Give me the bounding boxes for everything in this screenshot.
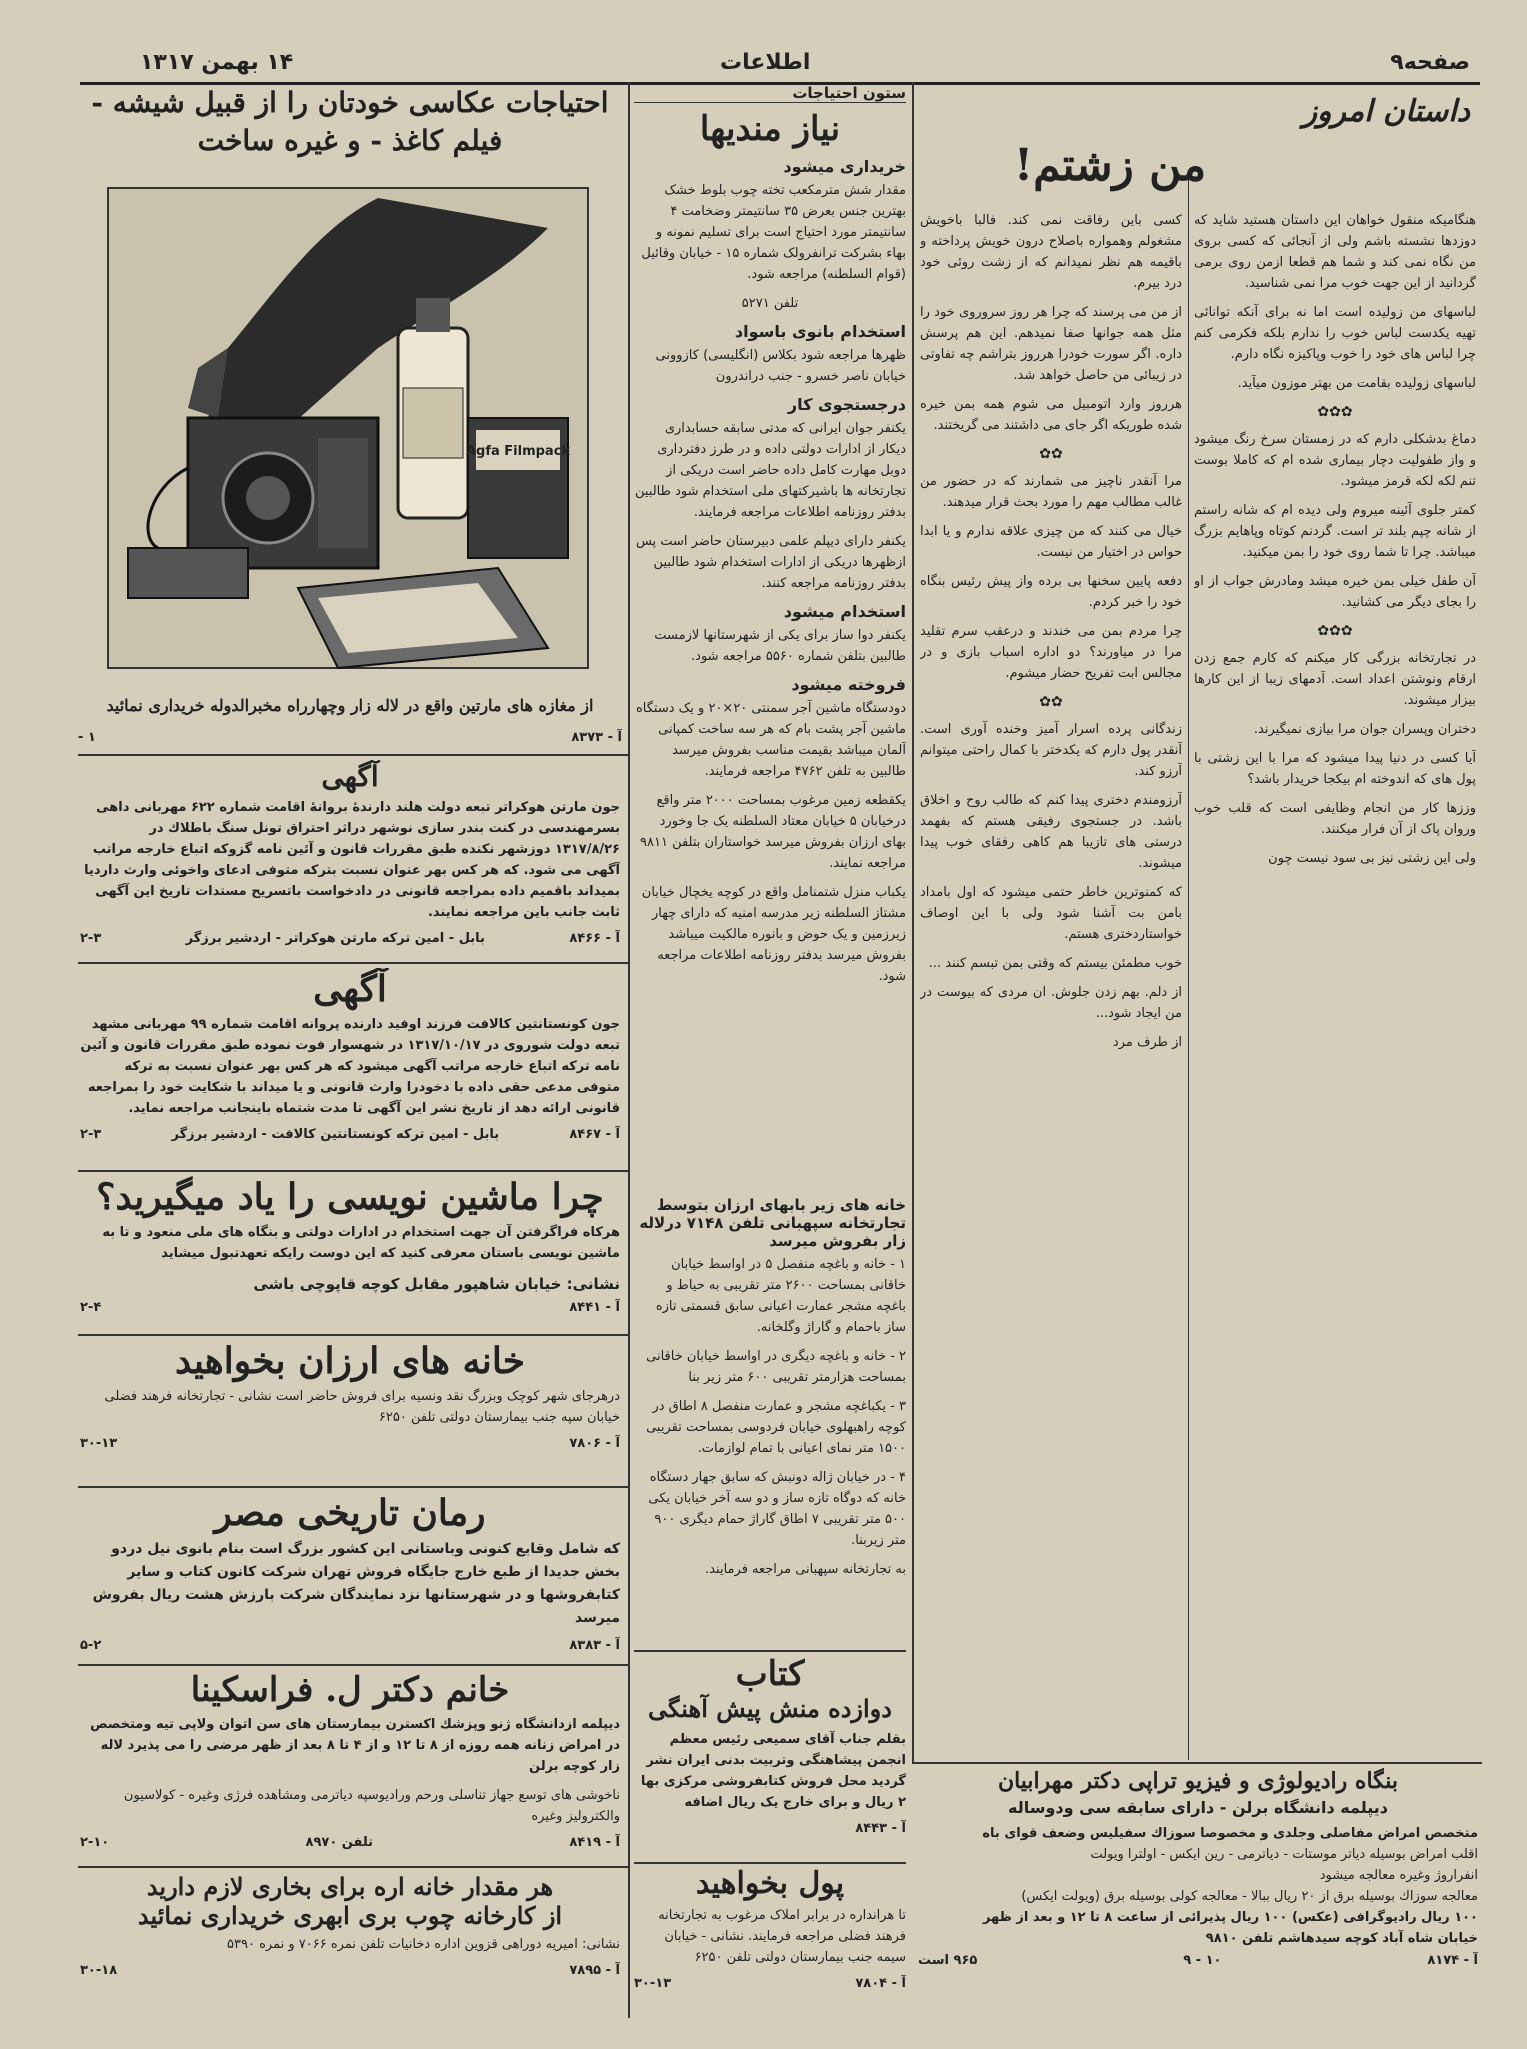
rule [78, 1334, 628, 1336]
doctor-ad [80, 1670, 620, 1860]
story-paragraph: چرا مردم بمن می خندند و درعقب سرم تقلید مرا در میاورند؟ دو اداره اسباب بازی و در مجالس ابت تفریح حضار میشوم. [920, 624, 1182, 681]
section-heading: استخدام میشود [783, 602, 906, 621]
rule [78, 962, 628, 964]
separator-stars: ✿✿✿ [1317, 623, 1353, 639]
notice-signature: بابل - امین ترکه کونستانتین کالافت - اردشیر برزگر [171, 1127, 500, 1142]
page-number: صفحه۹ [1390, 50, 1470, 75]
notice-code: آ - ۸۴۶۷ [569, 1127, 620, 1142]
classified-item: مقدار شش مترمکعب تخته چوب بلوط خشک بهترین جنس بعرض ۳۵ سانتیمتر وضخامت ۴ سانتیمتر مورد احتیاج است برای تسلیم نمونه و بهاء بشرکت ترانفرولک شماره ۱۵ - خیابان وقائیل (قوام السلطنه) مراجعه شود. [641, 183, 906, 282]
story-paragraph: در تجارتخانه بزرگی کار میکنم که کارم جمع زدن ارقام ونوشتن اعداد است. آدمهای زیبا از این کارها بیزار میشوند. [1194, 651, 1476, 708]
ad-code: آ - ۸۱۷۴ [1427, 1953, 1478, 1968]
rule [634, 1862, 906, 1864]
radiology-line: اقلب امراض بوسیله دیاتر موستات - دیاترمی - رین ایکس - اولترا ویولت [1090, 1847, 1478, 1862]
story-paragraph: لباسهای زولیده بقامت من بهتر موزون میآید. [1237, 376, 1476, 391]
photo-ad-headline: احتیاجات عکاسی خودتان را از قبیل شیشه - فیلم کاغذ - و غیره ساخت [91, 86, 609, 157]
separator-stars: ✿✿✿ [1317, 404, 1353, 420]
radiology-line: خیابان شاه آباد کوچه سیدهاشم تلفن ۹۸۱۰ [1205, 1931, 1478, 1946]
radiology-line: ۱۰۰ ریال رادیوگرافی (عکس) ۱۰۰ ریال پذیرائی از ساعت ۸ تا ۱۲ و بعد از ظهر [982, 1910, 1478, 1925]
radiology-line: متخصص امراض مفاصلی وجلدی و مخصوصا سوزاك سفیلیس وضعف قوای باه [982, 1826, 1478, 1841]
classifieds-header: ستون احتیاجات [634, 84, 906, 103]
timber-title-2: از کارخانه چوب بری ابهری خریداری نمائید [137, 1901, 563, 1930]
houses-listing [634, 1188, 906, 1708]
classified-item: ۱ - خانه و باغچه منفصل ۵ در اواسط خیابان خاقانی بمساحت ۲۶۰۰ متر تقریبی به حیاط و باغچه مشجر عمارت اعیانی سابق قسمتی تازه ساز باحمام و گاراژ وگلخانه. [655, 1257, 906, 1335]
separator-stars: ✿✿ [1039, 446, 1063, 462]
camera-illustration [78, 168, 622, 688]
story-paragraph: دماغ بدشکلی دارم که در زمستان سرخ رنگ میشود و واز طفولیت دچار بیماری شده ام که کاملا بوست تنم لکه لکه قرمز میشود. [1194, 432, 1476, 489]
ad-code: آ - ۷۸۹۵ [569, 1963, 620, 1978]
ad-code: آ - ۸۴۴۱ [569, 1300, 620, 1315]
photo-supplies-ad [78, 84, 622, 760]
classified-item: یکقطعه زمین مرغوب بمساحت ۲۰۰۰ متر واقع درخیابان ۵ خیابان معتاد السلطنه یک جا وخورد بهای ارزان بفروش میرسد خواستاران بتلفن ۹۸۱۱ مراجعه نمایند. [640, 793, 906, 871]
ad-ref: ۲-۱۰ [80, 1835, 110, 1850]
column-divider-left [628, 82, 630, 2018]
classifieds-column [634, 84, 906, 1184]
story-paragraph: از طرف مرد [1112, 1035, 1182, 1050]
ad-code: آ - ۸۴۴۳ [855, 1821, 906, 1836]
issue-date: ۱۴ بهمن ۱۳۱۷ [140, 50, 294, 75]
film-pack-label: Agfa Filmpack [465, 444, 571, 459]
story-right-column [1194, 210, 1476, 1710]
houses-ad-title: خانه های ارزان بخواهید [174, 1340, 526, 1382]
story-paragraph: خوب مطمئن بیستم که وقتی بمن تبسم کنند ... [928, 956, 1182, 971]
story-paragraph: آرزومندم دختری پیدا کنم که طالب روح و اخلاق باشد. در جستجوی رفیقی هستم که بفهمد درستی های تازیبا هم کاهی رفقای خوب پیدا میشوند. [920, 793, 1182, 871]
story-title: من زشتم! [1013, 140, 1207, 191]
story-title-box [920, 140, 1300, 200]
story-paragraph: زندگانی پرده اسرار آمیز وخنده آوری است. آنقدر پول دارم که یکدختر با کمال راحتی میتوانم آرزو کند. [920, 722, 1182, 779]
classified-item: ۳ - یکباغچه مشجر و عمارت منفصل ۸ اطاق در کوچه راهبهلوی خیابان فردوسی بمساحت تقریبی ۱۵۰۰ متر نمای اعیانی با تمام لوازمات. [646, 1399, 906, 1456]
cheap-houses-ad [80, 1340, 620, 1480]
notice-ref: ۲-۳ [80, 931, 102, 946]
ad-ref: ۱ - [78, 730, 96, 745]
story-section-label: داستان امروز [1302, 94, 1470, 129]
classified-item: تلفن ۵۲۷۱ [741, 296, 799, 311]
book-title: کتاب [735, 1654, 805, 1694]
typing-title: چرا ماشین نویسی را یاد میگیرید؟ [96, 1176, 604, 1218]
notice-title: آگهی [313, 968, 387, 1010]
classified-item: ۲ - خانه و باغچه دیگری در اواسط خیابان خاقانی بمساحت هزارمتر تقریبی ۶۰۰ متر زیر بنا [646, 1349, 906, 1385]
rule [634, 1650, 906, 1652]
photo-ad-where: از مغازه های مارتین واقع در لاله زار وچهارراه مخبرالدوله خریداری نمائید [106, 696, 594, 715]
ad-phone: تلفن ۸۹۷۰ [305, 1835, 374, 1850]
classified-item: دودستگاه ماشین آجر سمنتی ۲۰×۲۰ و یک دستگاه ماشین آجر پشت بام که هر سه ساخت کمپانی آلمان میباشد بقیمت مناسب بفروش میرسد طالبین به تلفن ۴۷۶۲ مراجعه فرمایند. [635, 701, 906, 779]
radiology-title: بنگاه رادیولوژی و فیزیو تراپی دکتر مهرابیان [997, 1768, 1399, 1794]
classified-item: یکنفر جوان ایرانی که مدتی سابقه حسابداری دیکار از ادارات دولتی داده و در طرز دفترداری دوبل مهارت کامل داده حاضر است دریکی از تجارتخانه ها باشیرکتهای ملی استخدام شود طالبین بدفتر روزنامه اطلاعات مراجعه فرمایند. [634, 421, 906, 520]
page-header [80, 48, 1480, 85]
timber-ad [80, 1872, 620, 2018]
notice-ad-1 [80, 760, 620, 960]
novel-ad [80, 1492, 620, 1662]
ad-code: آ - ۷۸۰۶ [569, 1436, 620, 1451]
notice-signature: بابل - امین ترکه مارتن هوکراتر - اردشیر برزگر [185, 931, 485, 946]
timber-body: نشانی: امیریه دوراهی قزوین اداره دخانیات تلفن نمره ۷۰۶۶ و نمره ۵۳۹۰ [227, 1937, 620, 1952]
column-divider-right [912, 82, 914, 1762]
story-paragraph: دختران وپسران جوان مرا بیازی نمیگیرند. [1253, 722, 1476, 737]
money-ad [634, 1866, 906, 2018]
rule [78, 1866, 628, 1868]
story-paragraph: هنگامیکه منقول خواهان این داستان هستید شاید که دوزدها نشسته باشم ولی از آنجائی که کسی بروی من نگاه نمی کند و شما هم قطعا ازمن روی برمی گردانید از این جهت خوب مرا نمی شناسید. [1194, 213, 1476, 291]
rule [78, 1486, 628, 1488]
story-paragraph: کمتر جلوی آئینه میروم ولی دیده ام که شانه راستم از شانه چپم بلند تر است. گردنم کوتاه وپاهایم بزرگ میباشد. چرا تا شما روی خود را بمن میکنید. [1194, 503, 1476, 560]
story-paragraph: ولی این زشتی نیز بی سود نیست چون [1268, 851, 1476, 866]
classified-item: یکنفر دارای دیپلم علمی دبیرستان حاضر است پس ازظهرها دریکی از ادارات استخدام شود طالبین بدفتر روزنامه مراجعه کنند. [635, 534, 906, 591]
classified-item: به تجارتخانه سپهبانی مراجعه فرمایند. [705, 1562, 906, 1577]
doctor-extra: ناخوشی های توسع جهاز تناسلی ورحم ورادیوسپه دیاترمی ومشاهده فرژی وغیره - کولاسیون والکترولیز وغیره [123, 1788, 620, 1824]
story-paragraph: هرروز وارد اتومبیل می شوم همه بمن خیره شده طوریکه اگر جای می داشتند می گریختند. [920, 397, 1182, 433]
doctor-title: خانم دکتر ل. فراسکینا [190, 1670, 510, 1710]
story-paragraph: کسی باین رفاقت نمی کند. فالبا باخویش مشغولم وهمواره باصلاح درون خویش پرداخته و باقیمه هم نظر نمیدانم که از زشت روئی خود درد بیرم. [920, 213, 1182, 291]
notice-code: آ - ۸۴۶۶ [569, 931, 620, 946]
classified-item: یکنفر دوا ساز برای یکی از شهرستانها لازمست طالبین بتلفن شماره ۵۵۶۰ مراجعه شود. [654, 628, 906, 664]
classified-item: ۴ - در خیابان ژاله دونبش که سابق جهار دستگاه خانه که دوگاه تازه ساز و دو سه آخر خیابان یکی ۵۰۰ متر تقریبی ۷ اطاق گاراژ حمام دیگری ۹۰۰ متر زیربنا. [648, 1470, 906, 1548]
story-paragraph: آن طفل خیلی بمن خیره میشد ومادرش جواب از او را بجای دیگر می کشانید. [1194, 574, 1476, 610]
ad-ref: ۱۰ - ۹ [1183, 1953, 1222, 1968]
section-heading: درجستجوی کار [787, 395, 906, 414]
ad-ref: ۳۰-۱۸ [80, 1963, 118, 1978]
book-ad [634, 1654, 906, 1876]
section-heading: استخدام بانوی باسواد [734, 322, 906, 341]
story-paragraph: دفعه پایین سخنها بی برده واز پیش رئیس بنگاه خود را خبر کردم. [920, 574, 1182, 610]
novel-body: که شامل وقایع کنونی وباستانی این کشور بزرگ است بنام بانوی نیل دردو بخش جدیدا از طبع خارج جایگاه فروش تهران شرکت کانون کتاب و سایر کتابفروشها و در شهرستانها نزد نمایندگان شرکت بارزش هشت ریال بفروش میرسد [92, 1541, 620, 1626]
story-paragraph: که کمنوترین خاطر حتمی میشود که اول بامداد بامن بت آشنا شود ولی با این اوصاف خواستاردختری هستم. [920, 885, 1182, 942]
separator-stars: ✿✿ [1039, 694, 1063, 710]
ad-code: آ - ۸۴۱۹ [569, 1835, 620, 1850]
book-body: بقلم جناب آقای سمیعی رئیس معظم انجمن پیشاهنگی وتربیت بدنی ایران نشر گردید محل فروش کتابفروشی مرکزی بها ۲ ریال و برای خارج یک ریال اضافه [640, 1732, 906, 1810]
ad-code: آ - ۸۳۸۳ [569, 1638, 620, 1653]
typing-body: هرکاه فراگرفتن آن جهت استخدام در ادارات دولتی و بنگاه های ملی منعود و تا به ماشین نویسی باستان معرفی کنید که این دوست رایکه تعهدتبول میشاید [102, 1225, 620, 1261]
section-heading: خانه های زیر بابهای ارزان بتوسط تجارتخانه سپهبانی تلفن ۷۱۴۸ درلاله زار بفروش میرسد [639, 1196, 906, 1250]
money-body: تا هرانداره در برابر املاک مرغوب به تجارتخانه فرهند فضلی مراجعه فرمایند. نشانی - خیابان سیمه جنب بیمارستان دولتی تلفن ۶۲۵۰ [658, 1908, 906, 1965]
doctor-body: دیپلمه ازدانشگاه ژنو وپزشك اکسترن بیمارستان های سن اتوان ولاپی تیه ومتخصص در امراض زنانه همه روزه از ۸ تا ۱۲ و از ۴ تا ۸ بعد از ظهر مرضی را می پذیرد لاله زار کوچه برلن [90, 1717, 620, 1774]
ad-ref: ۳۰-۱۳ [80, 1436, 118, 1451]
radiology-line: معالجه سوزاك بوسیله برق از ۲۰ ریال ببالا - معالجه کولی بوسیله برق (ویولت ایکس) [1021, 1889, 1478, 1904]
story-paragraph: خیال می کنند که من چیزی علاقه ندارم و یا ابدا حواس در اختیار من نیست. [920, 524, 1182, 560]
typing-school-ad [80, 1176, 620, 1326]
radiology-subtitle: دیپلمه دانشگاه برلن - دارای سابقه سی ودوساله [1008, 1798, 1388, 1817]
story-paragraph: وززها کار من انجام وظایفی است که قلب خوب وروان پاک از آن فرار میکنند. [1194, 801, 1476, 837]
notice-ad-2 [80, 968, 620, 1168]
story-paragraph: مرا آنقدر ناچیز می شمارند که در حضور من غالب مطالب مهم را مورد بحث قرار میدهند. [920, 474, 1182, 510]
classified-item: یکباب منزل شتمنامل واقع در کوچه یخچال خیابان مشتاز السلطنه زیر مدرسه امنیه که دارای چهار زیرزمین و یک حوض و بانوره مالکیت میباشد بفروش میرسد بدفتر روزنامه اطلاعات مراجعه شود. [641, 885, 906, 984]
newspaper-name: اطلاعات [720, 50, 811, 75]
ad-extra: ۹۶۵ است [918, 1953, 978, 1968]
classified-item: ظهرها مراجعه شود بکلاس (انگلیسی) کازوونی خیابان ناصر خسرو - جنب دراندرون [655, 348, 906, 384]
section-heading: خریداری میشود [783, 157, 906, 176]
notice-ref: ۲-۳ [80, 1127, 102, 1142]
rule [912, 1762, 1482, 1764]
book-subtitle: دوازده منش پیش آهنگی [648, 1694, 892, 1723]
houses-ad-body: درهرجای شهر کوچک وبزرگ نقد ونسیه برای فروش حاضر است نشانی - تجارتخانه فرهند فضلی خیابان سپه جنب بیمارستان دولتی تلفن ۶۲۵۰ [104, 1389, 620, 1425]
notice-title: آگهی [321, 760, 379, 793]
ad-ref: ۳۰-۱۳ [634, 1976, 672, 1991]
story-paragraph: از دلم. بهم زدن جلوش. ان مردی که بیوست در من ایجاد شود... [920, 985, 1182, 1021]
story-paragraph: آیا کسی در دنیا پیدا میشود که مرا با این زشتی با پول های که اندوخته ام بیکجا خریدار باشد؟ [1194, 751, 1476, 787]
rule [78, 754, 628, 756]
story-paragraph: لباسهای من زولیده است اما نه برای آنکه توانائی تهیه یکدست لباس خوب را ندارم بلکه فکرمی کنم چرا لباس های خود را خوب وپاکیزه نگاه دارم. [1194, 305, 1476, 362]
ad-code: آ - ۷۸۰۴ [855, 1976, 906, 1991]
story-column-divider [1188, 180, 1189, 1760]
story-left-column [920, 210, 1182, 1710]
notice-body: جون كونستانتین کالافت فرزند اوفید دارنده پروانه اقامت شماره ۹۹ مهربانی مشهد تبعه دولت شوروی در ۱۳۱۷/۱۰/۱۷ در شهسوار فوت نموده طبق مقررات قانون و آئین نامه ترکه اتباع خارجه مراتب آگهی میشود که هر کس بهر عنوان نسبت به ترکه متوفی مدعی حقی داده با دخودرا وارث قانونی و یا میداند با شکایت خود را بمراجعه قانونی ارائه دهد از تاریخ نشر این آگهی تا مدت شتماه باینجانب مراجعه نماید. [80, 1017, 620, 1116]
timber-title: هر مقدار خانه اره برای بخاری لازم دارید [146, 1872, 554, 1901]
radiology-ad [918, 1768, 1478, 2018]
classifieds-title: نیاز مندیها [699, 109, 841, 149]
novel-title: رمان تاریخی مصر [214, 1492, 486, 1534]
ad-ref: ۵-۲ [80, 1638, 102, 1653]
rule [78, 1664, 628, 1666]
rule [78, 1170, 628, 1172]
radiology-line: انفراروژ وغیره معالجه میشود [1319, 1868, 1478, 1883]
section-heading: فروخته میشود [791, 675, 906, 694]
story-paragraph: از من می پرسند که چرا هر روز سروروی خود را مثل همه جوانها صفا نمیدهم. این هم پرسش داره. اگر سورت خودرا هرروز بتراشم چه تفاوتی در زیبائی من حاصل خواهد شد. [920, 305, 1182, 383]
notice-body: جون مارتن هوکراتر تبعه دولت هلند دارندهٔ بروانهٔ اقامت شماره ۶۲۲ مهربانی داهی بسرمهندسی در کنت بندر سازی نوشهر دراثر احتراق تونل سنگ باطلاك در ۱۳۱۷/۸/۲۶ دوزشهر نکنده طبق مقررات قانون و آئین نامه گزوكه اتباع خارجه مراتب آگهی می شود. که هر کس بهر عنوان نسبت بترکه متوفی ادعای واخوئی وارث داردیا بميداند باقمیم داده بمراجعه قانونی در دادخواست باتسریح مستدات تاریخ این آگهی ثابت جانب باین مراجعه نمایند. [84, 800, 620, 920]
ad-code: آ - ۸۳۷۳ [571, 730, 622, 745]
ad-ref: ۲-۴ [80, 1300, 102, 1315]
typing-address: نشانی: خیابان شاهپور مقابل کوچه قاپوچی باشی [253, 1275, 620, 1293]
money-title: پول بخواهید [695, 1866, 845, 1901]
